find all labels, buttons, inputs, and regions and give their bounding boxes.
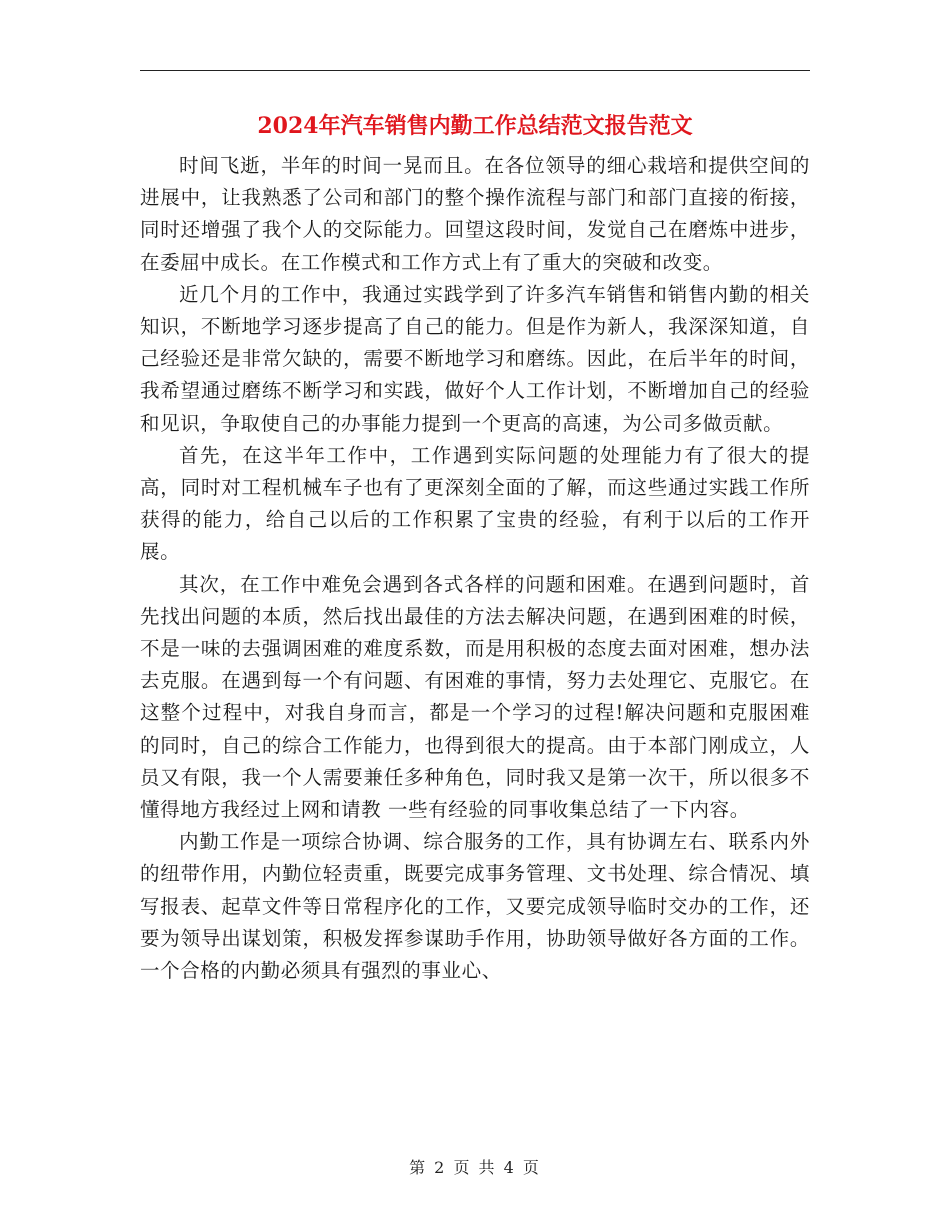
document-title: 2024年汽车销售内勤工作总结范文报告范文 (257, 113, 693, 139)
header-rule (140, 70, 810, 71)
paragraph-4: 其次，在工作中难免会遇到各式各样的问题和困难。在遇到问题时，首先找出问题的本质，然后找出最佳的方法去解决问题，在遇到困难的时候，不是一味的去强调困难的难度系数，而是用积极的态度去面对困难，想办法去克服。在遇到每一个有问题、有困难的事情，努力去处理它、克服它。在这整个过程中，对我自身而言，都是一个学习的过程!解决问题和克服困难的同时，自己的综合工作能力，也得到很大的提高。由于本部门刚成立，人员又有限，我一个人需要兼任多种角色，同时我又是第一次干，所以很多不懂得地方我经过上网和请教 一些有经验的同事收集总结了一下内容。 (140, 572, 810, 822)
paragraph-5: 内勤工作是一项综合协调、综合服务的工作，具有协调左右、联系内外的纽带作用，内勤位轻责重，既要完成事务管理、文书处理、综合情况、填写报表、起草文件等日常程序化的工作，又要完成领导临时交办的工作，还要为领导出谋划策，积极发挥参谋助手作用，协助领导做好各方面的工作。一个合格的内勤必须具有强烈的事业心、 (140, 830, 810, 983)
paragraph-1: 时间飞逝，半年的时间一晃而且。在各位领导的细心栽培和提供空间的进展中，让我熟悉了公司和部门的整个操作流程与部门和部门直接的衔接，同时还增强了我个人的交际能力。回望这段时间，发觉自己在磨炼中进步，在委屈中成长。在工作模式和工作方式上有了重大的突破和改变。 (140, 154, 810, 274)
document-body (140, 150, 810, 987)
paragraph-2: 近几个月的工作中，我通过实践学到了许多汽车销售和销售内勤的相关知识，不断地学习逐步提高了自己的能力。但是作为新人，我深深知道，自己经验还是非常欠缺的，需要不断地学习和磨练。因此，在后半年的时间，我希望通过磨练不断学习和实践，做好个人工作计划，不断增加自己的经验和见识，争取使自己的办事能力提到一个更高的高速，为公司多做贡献。 (140, 282, 810, 435)
page-footer: 第 2 页 共 4 页 (409, 1158, 541, 1177)
paragraph-3: 首先，在这半年工作中，工作遇到实际问题的处理能力有了很大的提高，同时对工程机械车子也有了更深刻全面的了解，而这些通过实践工作所获得的能力，给自己以后的工作积累了宝贵的经验，有利于以后的工作开展。 (140, 443, 810, 564)
